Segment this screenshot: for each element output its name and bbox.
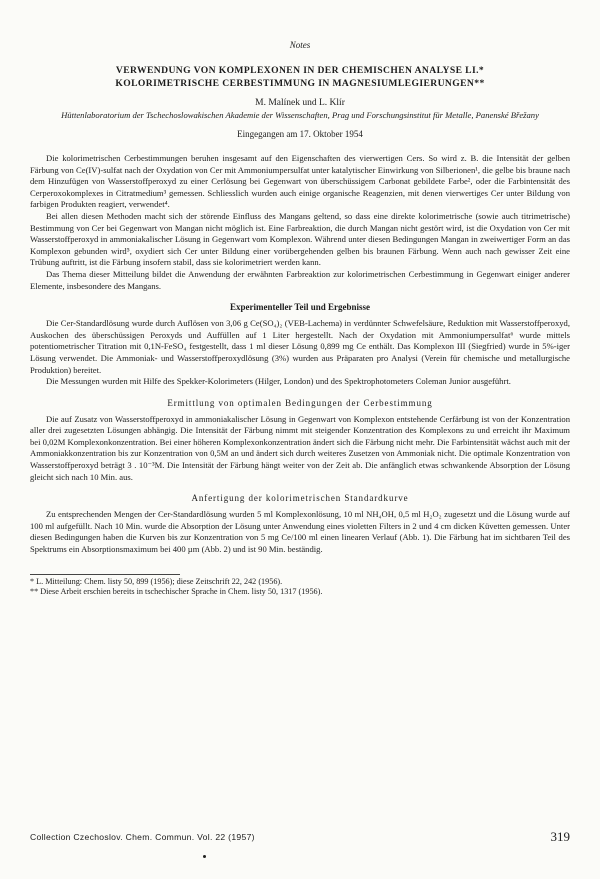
received-date: Eingegangen am 17. Oktober 1954 [237, 129, 363, 139]
footnotes [30, 574, 323, 598]
page-footer [30, 829, 570, 844]
title-line-1: VERWENDUNG VON KOMPLEXONEN IN DER CHEMISCHEN ANALYSE LI.* [115, 65, 485, 76]
affiliation: Hüttenlaboratorium der Tschechoslowakischen Akademie der Wissenschaften, Prag und Forschungsinstitut für Metalle, Panenské Břežany [61, 110, 539, 120]
speck-mark [203, 855, 206, 858]
article [30, 40, 570, 598]
title-line-2: KOLORIMETRISCHE CERBESTIMMUNG IN MAGNESIUMLEGIERUNGEN** [115, 78, 485, 89]
running-header: Notes [289, 40, 311, 50]
footnote-2: ** Diese Arbeit erschien bereits in tschechischer Sprache in Chem. listy 50, 1317 (1956). [30, 587, 323, 597]
sub2-paragraph-1: Zu entsprechenden Mengen der Cer-Standardlösung wurden 5 ml Komplexonlösung, 10 ml NH₄OH, 0,5 ml H₂O₂ zugesetzt und die Lösung wurde auf 100 ml aufgefüllt. Nach 10 Min. wurde die Absorption der Lösung unter Anwendung eines violetten Filters in 2 und 4 cm dicken Küvetten gemessen. Unter diesen Bedingungen haben die Kurven bis zur Konzentration von 5 mg Ce/100 ml einen linearen Verlauf (Abb. 1). Die Färbung hat im sichtbaren Teil des Spektrums ein Absorptionsmaximum bei 400 µm (Abb. 2) und ist 90 Min. beständig. [30, 509, 570, 555]
exp-paragraph-2: Die Messungen wurden mit Hilfe des Spekker-Kolorimeters (Hilger, London) und des Spektrophotometers Coleman Junior ausgeführt. [46, 376, 511, 387]
intro-section [30, 153, 570, 292]
intro-paragraph-1: Die kolorimetrischen Cerbestimmungen beruhen insgesamt auf den Eigenschaften des vierwertigen Cers. So wird z. B. die Intensität der gelben Färbung von Ce(IV)-sulfat nach der Oxydation von Cer mit Ammoniumpersulfat unter katalytischer Einwirkung von Silberionen¹, die gelbe bis braune nach dem Hinzufügen von Wasserstoffperoxyd zu einer Cerlösung bei Gegenwart von überschüssigem Carbonat gebildete Farbe², oder die Farbintensität des Cerperoxokomplexes in Citratmedium³ gemessen. Schliesslich wurden auch einige organische Reagenzien, mit denen vierwertiges Cer unter Bildung von farbigen Produkten reagiert, verwendet⁴. [30, 153, 570, 210]
intro-paragraph-3: Das Thema dieser Mitteilung bildet die Anwendung der erwähnten Farbreaktion zur kolorimetrischen Cerbestimmung in Gegenwart einiger anderer Elemente, insbesondere des Mangans. [30, 268, 570, 291]
subsection-heading-1: Ermittlung von optimalen Bedingungen der Cerbestimmung [167, 397, 433, 408]
page-number: 319 [550, 829, 570, 844]
sub1-paragraph-1: Die auf Zusatz von Wasserstoffperoxyd in ammoniakalischer Lösung in Gegenwart von Komplexon entstehende Cerfärbung ist von der Konzentration aller drei zugesetzten Lösungen abhängig. Die Intensität der Färbung nimmt mit steigender Konzentration des Komplexons zu und erreicht ihr Maximum bei 0,02M Komplexonkonzentration. Bei einer höheren Komplexonkonzentration ändert sich die Färbung nicht mehr. Die Farbintensität wächst auch mit der Ammoniakkonzentration bis zur Konzentration von 0,5M an und ändert sich durch weiteres Zusetzen von Ammoniak nicht. Die optimale Konzentration von Wasserstoffperoxyd beträgt 3 . 10⁻³M. Die Intensität der Färbung hängt weiter von der Zeit ab. Die anfänglich etwas schwankende Absorption der Lösung gleicht sich nach 10 Min. aus. [30, 413, 570, 482]
intro-paragraph-2: Bei allen diesen Methoden macht sich der störende Einfluss des Mangans geltend, so dass eine direkte kolorimetrische (sowie auch titrimetrische) Bestimmung von Cer bei Gegenwart von Mangan nicht möglich ist. Eine Farbreaktion, die durch Mangan nicht gestört wird, ist die Oxydation von Cer mit Wasserstoffperoxyd in ammoniakalischer Lösung in Gegenwart vom Komplexon. Während unter diesen Bedingungen Mangan in zweiwertiger Form an das Komplexon gebunden wird⁵, oxydiert sich Cer unter Bildung einer vorübergehenden gelben bis braunen Färbung. Wenn auch nach gewisser Zeit eine Trübung auftritt, ist die Färbung insofern stabil, dass sie kolorimetriert werden kann. [30, 210, 570, 268]
journal-citation: Collection Czechoslov. Chem. Commun. Vol. 22 (1957) [30, 832, 255, 842]
article-title [30, 64, 570, 90]
authors: M. Malínek und L. Klír [255, 98, 345, 108]
exp-paragraph-1: Die Cer-Standardlösung wurde durch Auflösen von 3,06 g Ce(SO₄)₂ (VEB-Lachema) in verdünnter Schwefelsäure, Reduktion mit Wasserstoffperoxyd, Auskochen des überschüssigen Peroxyds und Auffüllen auf 1 Liter hergestellt. Nach der Oxydation mit Ammoniumpersulfat⁶ wurde mittels potentiometrischer Titration mit 0,1N-FeSO₄ festgestellt, dass 1 ml dieser Lösung 0,899 mg Ce enthält. Das Komplexon III (Siegfried) wurde in 5%-iger Lösung verwendet. Die Ammoniak- und Wasserstoffperoxydlösung (3%) wurden aus Präparaten pro Analysi (Verein für chemische und metallurgische Produktion) bereitet. [30, 318, 570, 375]
section-heading: Experimenteller Teil und Ergebnisse [229, 302, 371, 313]
subsection-heading-2: Anfertigung der kolorimetrischen Standardkurve [191, 493, 409, 504]
footnote-1: * L. Mitteilung: Chem. listy 50, 899 (1956); diese Zeitschrift 22, 242 (1956). [30, 576, 283, 586]
